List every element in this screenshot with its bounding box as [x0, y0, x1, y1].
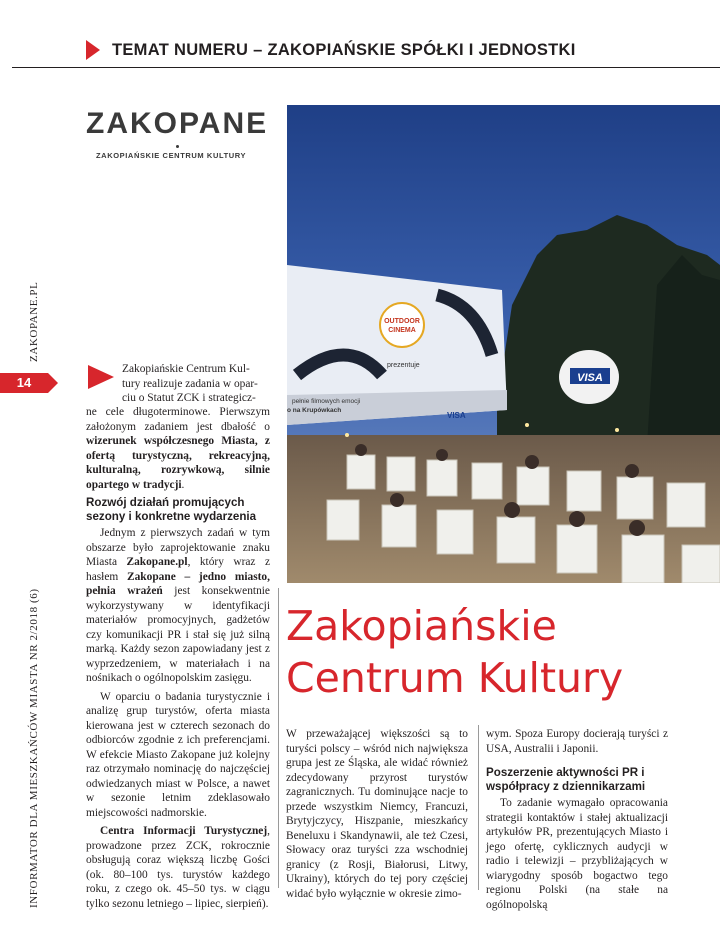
site-label: ZAKOPANE.PL [28, 281, 40, 362]
side-site [28, 260, 42, 370]
page-number: 14 [0, 373, 48, 393]
section-header [86, 38, 576, 62]
screen-line-2: o na Krupówkach [287, 407, 342, 414]
col1-paragraph-4: Centra Informacji Turystycznej, prowadzone przez ZCK, rokrocznie obsługują coraz większą liczbę Gości (ok. 80–100 tys. turystów każdego roku, z czego ok. 45–50 tys. w ciągu tylko sezonu letniego – lipiec, sierpień). [86, 825, 270, 910]
column-divider [278, 588, 279, 888]
logo-subtitle: ZAKOPIAŃSKIE CENTRUM KULTURY [96, 151, 247, 160]
balloon-visa: VISA [577, 372, 603, 384]
col1-paragraph-1: ne cele długoterminowe. Pierwszym założonym zadaniem jest dbałość o wizerunek współczesnego Miasta, z ofertą turystyczną, rekreacyjną, kulturalną, rozrywkową, silnie opartego w tradycji. [86, 406, 270, 491]
screen-line-1: pełnie filmowych emocji [292, 398, 361, 405]
publication-label: INFORMATOR DLA MIESZKAŃCÓW MIASTA NR 2/2018 (6) [28, 588, 40, 908]
logo-dot [176, 145, 179, 148]
col2-paragraph-1: W przeważającej większości są to turyści polscy – wśród nich największa grupa jest ze Śląska, ale widać również zdecydowany przyrost turystów zagranicznych. Tu dominujące nacje to przede wszystkim Niemcy, Francuzi, Brytyjczycy, Hiszpanie, mieszkańcy Beneluxu i Skandynawii, ale też Czesi, Słowacy oraz turyści zza wschodniej granicy (z Rosji, Białorusi, Litwy, Ukrainy), których do tej pory częściej widać było wyłącznie w okresie zimo- [286, 728, 468, 900]
zck-logo [86, 108, 270, 160]
chevron-right-icon [86, 40, 100, 60]
cinema-label: CINEMA [388, 327, 416, 334]
col1-subheading: Rozwój działań promujących sezony i konkretne wydarzenia [86, 496, 257, 523]
section-title: TEMAT NUMERU – ZAKOPIAŃSKIE SPÓŁKI I JEDNOSTKI [112, 40, 576, 59]
photo-illustration [287, 105, 720, 583]
column-divider [478, 725, 479, 890]
column-2 [286, 727, 468, 901]
article-title [286, 600, 623, 704]
column-1 [86, 405, 270, 911]
title-line-2: Centrum Kultury [286, 654, 624, 702]
intro-line: Zakopiańskie Centrum Kul- [122, 363, 250, 375]
intro-line: ciu o Statut ZCK i strategicz- [122, 392, 256, 404]
header-rule [12, 67, 720, 68]
col3-paragraph-2: To zadanie wymagało opracowania strategii kontaktów i stałej aktualizacji artykułów PR, prezentujących Miasto i jego ofertę, cyklicznych audycji w radio i telewizji – przybliżających w wiarygodny sposób bogactwo tego regionu Polski (na stałe na ogólnopolską [486, 797, 668, 911]
screen-visa: VISA [447, 411, 466, 420]
title-line-1: Zakopiańskie [286, 602, 557, 650]
prezentuje-label: prezentuje [387, 362, 420, 369]
col1-paragraph-2: Jednym z pierwszych zadań w tym obszarze było zaprojektowanie znaku Miasta Zakopane.pl, który wraz z hasłem Zakopane – jedno miasto, pełnia wrażeń jest konsekwentnie wykorzystywany w identyfikacji materiałów promocyjnych, gadżetów czy komunikacji PR i stał się już silną marką. Każdy sezon zapowiadany jest z wyprzedzeniem, w materiałach i na nośnikach o ogólnopolskim zasięgu. [86, 527, 270, 684]
logo-wordmark: ZAKOPANE [86, 107, 269, 140]
intro-line: tury realizuje zadania w opar- [122, 377, 258, 390]
col1-paragraph-3: W oparciu o badania turystycznie i analizę grup turystów, oferta miasta kierowana jest w czterech sezonach do odbiorców zgodnie z ich preferencjami. W efekcie Miasto Zakopane już kolejny raz otrzymało nominację do najczęściej odwiedzanych miast w Polsce, a nawet w sezonie letnim zdeklasowało miejscowości nadmorskie. [86, 690, 270, 819]
paragraph-chevron-icon [88, 365, 114, 389]
col3-paragraph-1: wym. Spoza Europy docierają turyści z USA, Australii i Japonii. [486, 728, 668, 755]
outdoor-label: OUTDOOR [384, 318, 420, 325]
col1-intro-lines [122, 362, 270, 406]
page-number-arrow-icon [48, 373, 58, 393]
outdoor-cinema-photo [287, 105, 720, 583]
column-3 [486, 727, 668, 912]
col3-subheading: Poszerzenie aktywności PR i współpracy z dziennikarzami [486, 766, 646, 793]
